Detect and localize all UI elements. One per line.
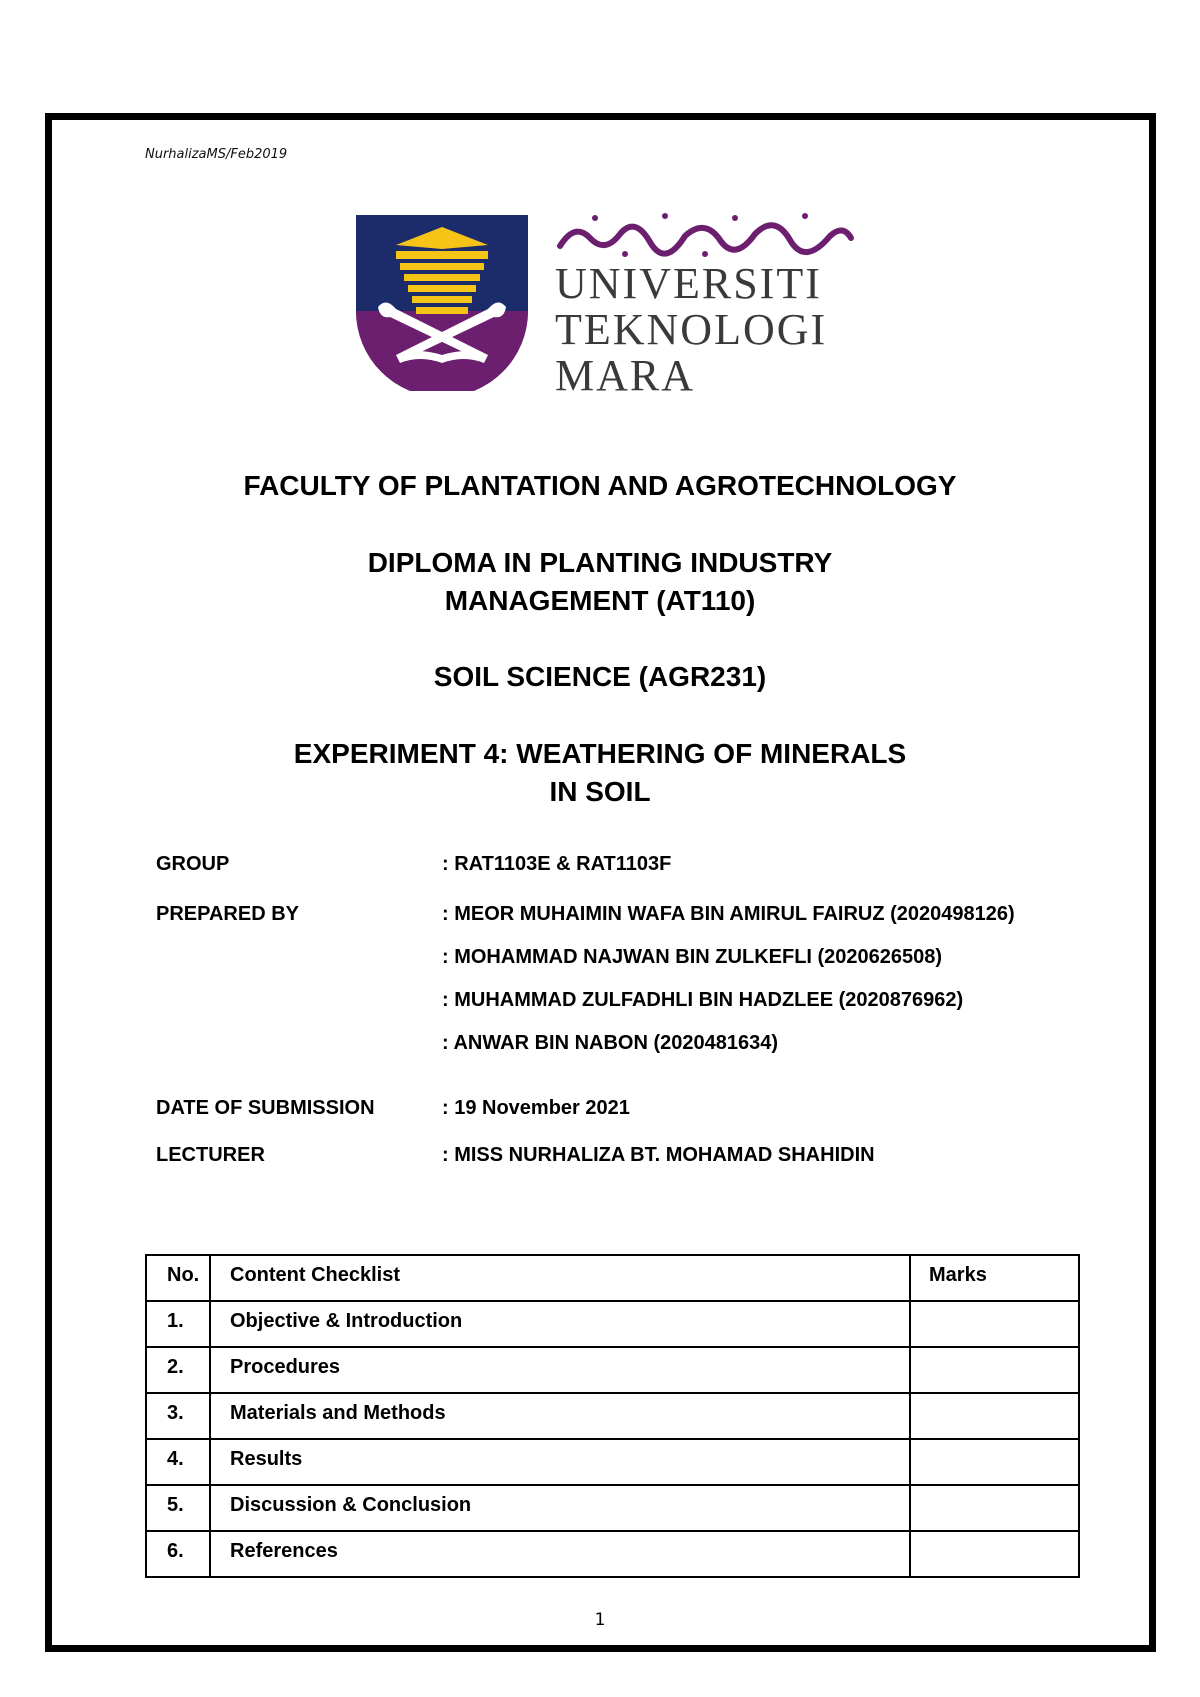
lecturer-label: LECTURER: [156, 1144, 265, 1166]
row-no: 3.: [146, 1393, 210, 1439]
row-marks: [910, 1393, 1079, 1439]
member-2: : MOHAMMAD NAJWAN BIN ZULKEFLI (2020626508): [442, 946, 943, 968]
group-value: : RAT1103E & RAT1103F: [442, 853, 672, 875]
row-marks: [910, 1347, 1079, 1393]
prepared-by-label: PREPARED BY: [156, 903, 299, 925]
row-item: References: [210, 1531, 910, 1577]
member-4: : ANWAR BIN NABON (2020481634): [442, 1032, 779, 1054]
header-content: Content Checklist: [210, 1255, 910, 1301]
row-marks: [910, 1439, 1079, 1485]
table-row: [146, 1347, 1079, 1393]
row-marks: [910, 1485, 1079, 1531]
jawi-script-mark: [555, 208, 855, 258]
programme-title-line1: DIPLOMA IN PLANTING INDUSTRY: [367, 547, 833, 578]
logo-word-universiti: UNIVERSITI: [555, 259, 822, 308]
date-label: DATE OF SUBMISSION: [156, 1097, 375, 1119]
group-label: GROUP: [156, 853, 230, 875]
row-no: 1.: [146, 1301, 210, 1347]
content-checklist-table: [145, 1254, 1080, 1578]
course-title: SOIL SCIENCE (AGR231): [433, 661, 767, 692]
page-number: 1: [594, 1610, 606, 1630]
lecturer-value: : MISS NURHALIZA BT. MOHAMAD SHAHIDIN: [442, 1144, 875, 1166]
faculty-title: FACULTY OF PLANTATION AND AGROTECHNOLOGY: [243, 470, 957, 501]
logo-word-teknologi: TEKNOLOGI: [555, 305, 828, 354]
logo-jawi-text: [555, 208, 855, 258]
row-no: 6.: [146, 1531, 210, 1577]
date-value: : 19 November 2021: [442, 1097, 630, 1119]
header-marks: Marks: [910, 1255, 1079, 1301]
row-item: Objective & Introduction: [210, 1301, 910, 1347]
table-row: [146, 1301, 1079, 1347]
table-row: [146, 1531, 1079, 1577]
row-no: 2.: [146, 1347, 210, 1393]
member-3: : MUHAMMAD ZULFADHLI BIN HADZLEE (2020876962): [442, 989, 964, 1011]
logo-word-mara: MARA: [555, 351, 696, 400]
row-item: Procedures: [210, 1347, 910, 1393]
header-tag: NurhalizaMS/Feb2019: [145, 147, 288, 162]
row-marks: [910, 1301, 1079, 1347]
uitm-shield-logo: [356, 215, 528, 391]
experiment-title-line2: IN SOIL: [549, 776, 651, 807]
table-row: [146, 1485, 1079, 1531]
header-no: No.: [146, 1255, 210, 1301]
row-no: 5.: [146, 1485, 210, 1531]
table-row: [146, 1439, 1079, 1485]
table-header-row: [146, 1255, 1079, 1301]
row-item: Materials and Methods: [210, 1393, 910, 1439]
row-item: Results: [210, 1439, 910, 1485]
table-row: [146, 1393, 1079, 1439]
programme-title-line2: MANAGEMENT (AT110): [444, 585, 756, 616]
row-marks: [910, 1531, 1079, 1577]
member-1: : MEOR MUHAIMIN WAFA BIN AMIRUL FAIRUZ (2020498126): [442, 903, 1015, 925]
row-no: 4.: [146, 1439, 210, 1485]
row-item: Discussion & Conclusion: [210, 1485, 910, 1531]
experiment-title-line1: EXPERIMENT 4: WEATHERING OF MINERALS: [293, 738, 907, 769]
